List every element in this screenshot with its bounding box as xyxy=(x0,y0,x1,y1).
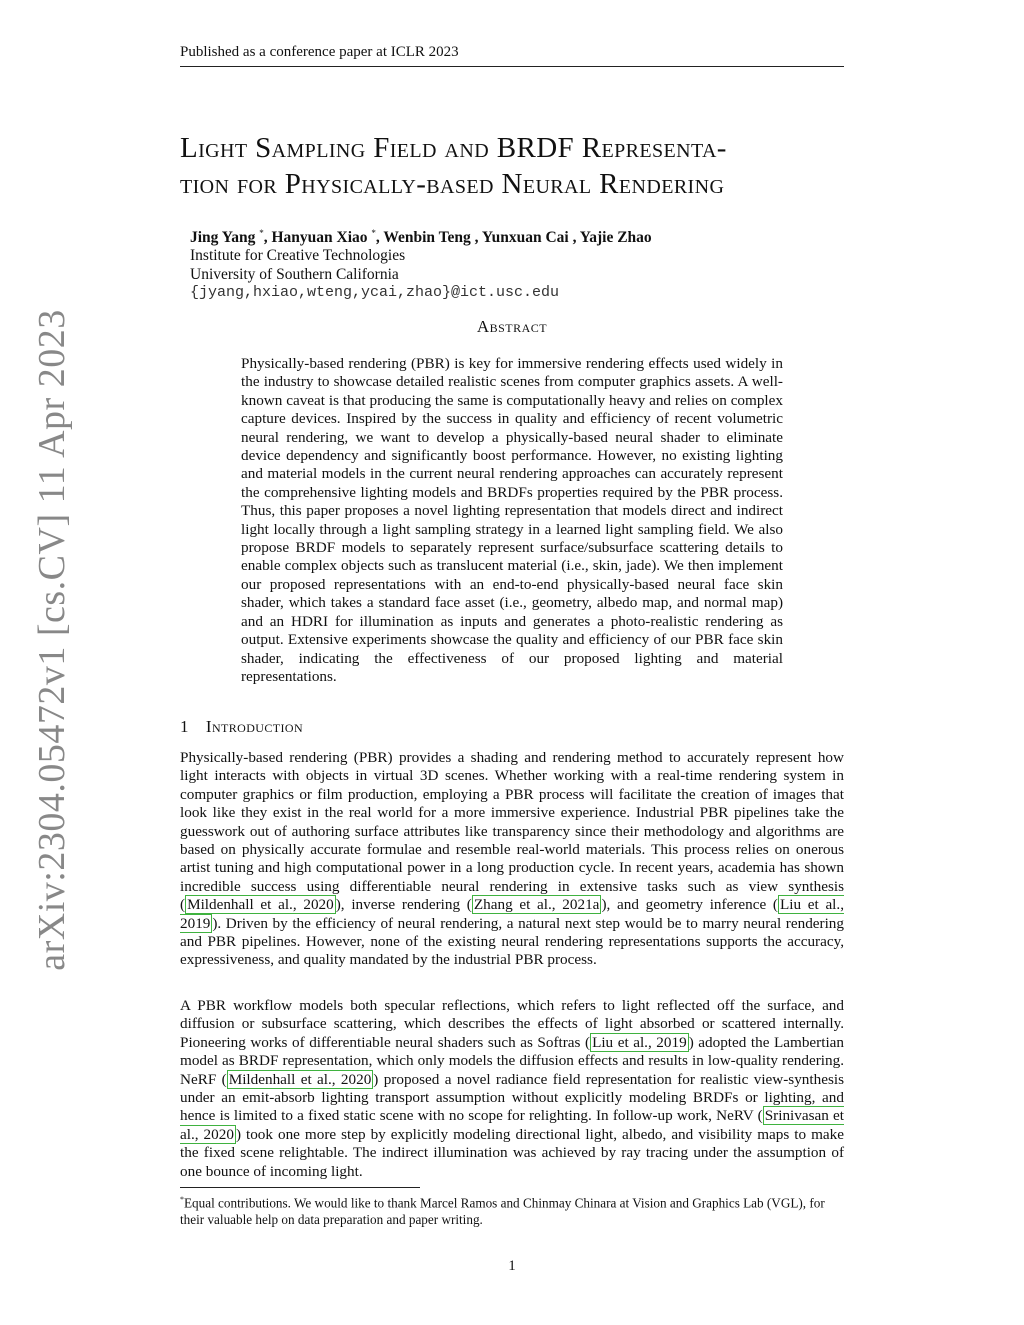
arxiv-id-text: arXiv:2304.05472v1 [cs.CV] 11 Apr 2023 xyxy=(31,309,73,971)
title-line-1: Light Sampling Field and BRDF Representa- xyxy=(180,132,727,164)
title-line-2: tion for Physically-based Neural Rendering xyxy=(180,168,725,200)
paragraph-text: A PBR workflow models both specular reflections, which refers to light reflected off the surface, and diffusion or subsurface scattering, which describes the effects of light absorbed or scattered internally. Pioneering works of differentiable neural shaders such as Softras ( xyxy=(180,997,844,1051)
footnote-text: Equal contributions. We would like to thank Marcel Ramos and Chinmay Chinara at Vision and Graphics Lab (VGL), for their valuable help on data preparation and paper writing. xyxy=(180,1195,825,1228)
paper-title xyxy=(180,130,850,202)
author-emails: {jyang,hxiao,wteng,ycai,zhao}@ict.usc.edu xyxy=(190,284,560,301)
citation-link[interactable]: Zhang et al., 2021a xyxy=(473,896,600,914)
footnote xyxy=(180,1191,844,1228)
citation-link[interactable]: Mildenhall et al., 2020 xyxy=(228,1070,372,1088)
paragraph-text: ), and geometry inference ( xyxy=(601,896,778,914)
citation-link[interactable]: Mildenhall et al., 2020 xyxy=(187,896,334,914)
abstract-body: Physically-based rendering (PBR) is key for immersive rendering effects used widely in the industry to showcase detailed realistic scenes from computer graphics assets. A well-known caveat is that producing the same is computationally heavy and relies on complex capture devices. Inspired by the success in quality and efficiency of recent volumetric neural rendering, we want to develop a physically-based neural shader to eliminate device dependency and significantly boost performance. However, no existing lighting and material models in the current neural rendering approaches can accurately represent the comprehensive lighting models and BRDFs properties required by the PBR process. Thus, this paper proposes a novel lighting representation that models direct and indirect light locally through a light sampling strategy in a learned light sampling field. We also propose BRDF models to separately represent surface/subsurface scattering details to enable complex objects such as translucent material (i.e., skin, jade). We then implement our proposed representations with an end-to-end physically-based neural face skin shader, which takes a standard face asset (i.e., geometry, albedo map, and normal map) and an HDRI for illumination as inputs and generates a photo-realistic rendering as output. Extensive experiments showcase the quality and efficiency of our PBR face skin shader, indicating the effectiveness of our proposed lighting and material representations. xyxy=(241,355,783,685)
paragraph-text: Physically-based rendering (PBR) provides a shading and rendering method to accurately represent how light interacts with objects in virtual 3D scenes. Whether working with a real-time rendering system in computer graphics or film production, employing a PBR process will facilitate the creation of images that look like they exist in the real world for a more immersive experience. Industrial PBR pipelines take the guesswork out of authoring surface attributes like transparency since their methodology and algorithms are based on physically accurate formulae and resemble real-world materials. This process relies on onerous artist tuning and high computational power in a long production cycle. In recent years, academia has shown incredible success using differentiable neural rendering in extensive tasks such as view synthesis ( xyxy=(180,749,844,914)
header-rule xyxy=(180,66,844,67)
citation-link[interactable]: Srinivasan et al., 2020 xyxy=(180,1107,844,1143)
abstract-heading: Abstract xyxy=(476,317,548,336)
paragraph-text: ). Driven by the efficiency of neural rendering, a natural next step would be to marry neural rendering and PBR pipelines. However, none of the existing neural rendering representations supports the accuracy, expressiveness, and quality mandated by the industrial PBR process. xyxy=(180,914,844,969)
citation-link[interactable]: Liu et al., 2019 xyxy=(180,896,844,932)
author-2: , Hanyuan Xiao xyxy=(263,229,372,247)
citation-link[interactable]: Liu et al., 2019 xyxy=(592,1033,687,1051)
paragraph-text: ), inverse rendering ( xyxy=(335,896,472,914)
author-list xyxy=(190,228,850,247)
section-number: 1 xyxy=(180,717,189,736)
running-header: Published as a conference paper at ICLR 2023 xyxy=(180,44,459,60)
section-heading-introduction xyxy=(180,717,303,737)
footnote-mark: * xyxy=(180,1195,184,1204)
equal-contrib-mark-1: * xyxy=(259,228,264,238)
affiliation-institute: Institute for Creative Technologies xyxy=(190,247,406,264)
intro-paragraph-1 xyxy=(180,749,844,970)
affiliation-university: University of Southern California xyxy=(190,266,399,283)
author-rest: , Wenbin Teng , Yunxuan Cai , Yajie Zhao xyxy=(375,229,652,247)
author-1: Jing Yang xyxy=(190,229,260,247)
page-number: 1 xyxy=(508,1258,516,1274)
paragraph-text: ) proposed a novel radiance field representation for realistic view-synthesis under an emit-absorb lighting transport assumption without explicitly modeling BRDFs or lighting, and hence is limited to a fixed static scene with no scope for relighting. In follow-up work, NeRV ( xyxy=(180,1070,844,1125)
intro-paragraph-2 xyxy=(180,997,844,1181)
section-title: Introduction xyxy=(205,717,304,736)
paragraph-text: ) took one more step by explicitly modeling directional light, albedo, and visibility maps to make the fixed scene relightable. The indirect illumination was achieved by ray tracing under the assumption of one bounce of incoming light. xyxy=(180,1125,844,1180)
footnote-rule xyxy=(180,1187,420,1188)
equal-contrib-mark-2: * xyxy=(371,228,376,238)
paragraph-text: ) adopted the Lambertian model as BRDF representation, which only models the diffusion effects and results in low-quality rendering. NeRF ( xyxy=(180,1033,845,1088)
